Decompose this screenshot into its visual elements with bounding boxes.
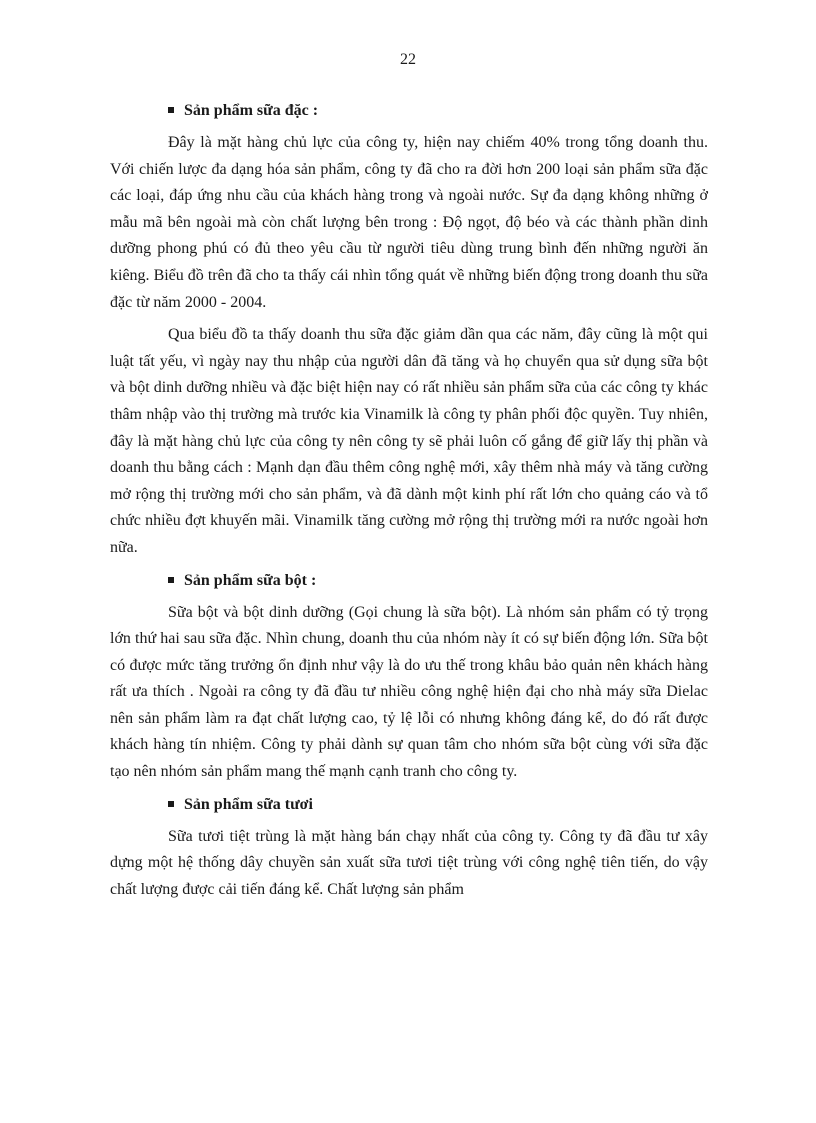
square-bullet-icon — [168, 577, 174, 583]
section-heading-text: Sản phẩm sữa bột : — [184, 571, 317, 589]
section-powdered-milk — [110, 568, 708, 786]
paragraph: Qua biểu đồ ta thấy doanh thu sữa đặc giảm dần qua các năm, đây cũng là một qui luật tất yếu, vì ngày nay thu nhập của người dân đã tăng và họ chuyển qua sử dụng sữa bột và bột dinh dưỡng nhiều và đặc biệt hiện nay có rất nhiều sản phẩm sữa của các công ty khác thâm nhập vào thị trường mà trước kia Vinamilk là công ty phân phối độc quyền. Tuy nhiên, đây là mặt hàng chủ lực của công ty nên công ty sẽ phải luôn cố gắng để giữ lấy thị phần và doanh thu bằng cách : Mạnh dạn đầu thêm công nghệ mới, xây thêm nhà máy và tăng cường mở rộng thị trường mới cho sản phẩm, và đã dành một kinh phí rất lớn cho quảng cáo và tổ chức nhiều đợt khuyến mãi. Vinamilk tăng cường mở rộng thị trường mới ra nước ngoài hơn nữa. — [110, 326, 708, 556]
page-number: 22 — [400, 51, 416, 68]
paragraph: Đây là mặt hàng chủ lực của công ty, hiện nay chiếm 40% trong tổng doanh thu. Với chiến lược đa dạng hóa sản phẩm, công ty đã cho ra đời hơn 200 loại sản phẩm sữa đặc các loại, đáp ứng nhu cầu của khách hàng trong và ngoài nước. Sự đa dạng không những ở mẫu mã bên ngoài mà còn chất lượng bên trong : Độ ngọt, độ béo và các thành phần dinh dưỡng phong phú có đủ theo yêu cầu từ người tiêu dùng trung bình đến những người ăn kiêng. Biểu đồ trên đã cho ta thấy cái nhìn tổng quát về những biến động trong doanh thu sữa đặc từ năm 2000 - 2004. — [110, 134, 708, 311]
section-condensed-milk — [110, 98, 708, 562]
section-heading — [110, 792, 708, 818]
square-bullet-icon — [168, 801, 174, 807]
page-content — [110, 98, 708, 909]
section-heading-text: Sản phẩm sữa đặc : — [184, 102, 319, 119]
section-heading — [110, 98, 708, 124]
section-heading — [110, 568, 708, 594]
section-fresh-milk — [110, 792, 708, 904]
paragraph: Sữa tươi tiệt trùng là mặt hàng bán chạy nhất của công ty. Công ty đã đầu tư xây dựng một hệ thống dây chuyền sản xuất sữa tươi tiệt trùng với công nghệ tiên tiến, do vậy chất lượng được cải tiến đáng kể. Chất lượng sản phẩm — [110, 827, 708, 898]
section-heading-text: Sản phẩm sữa tươi — [184, 795, 313, 813]
square-bullet-icon — [168, 107, 174, 113]
paragraph: Sữa bột và bột dinh dưỡng (Gọi chung là sữa bột). Là nhóm sản phẩm có tỷ trọng lớn thứ hai sau sữa đặc. Nhìn chung, doanh thu của nhóm này ít có sự biến động lớn. Sữa bột có được mức tăng trưởng ổn định như vậy là do ưu thế trong khâu bảo quản nên khách hàng rất ưa thích . Ngoài ra công ty đã đầu tư nhiều công nghệ hiện đại cho nhà máy sữa Dielac nên sản phẩm làm ra đạt chất lượng cao, tỷ lệ lỗi có nhưng không đáng kể, do đó rất được khách hàng tín nhiệm. Công ty phải dành sự quan tâm cho nhóm sữa bột cùng với sữa đặc tạo nên nhóm sản phẩm mang thế mạnh cạnh tranh cho công ty. — [110, 603, 708, 781]
